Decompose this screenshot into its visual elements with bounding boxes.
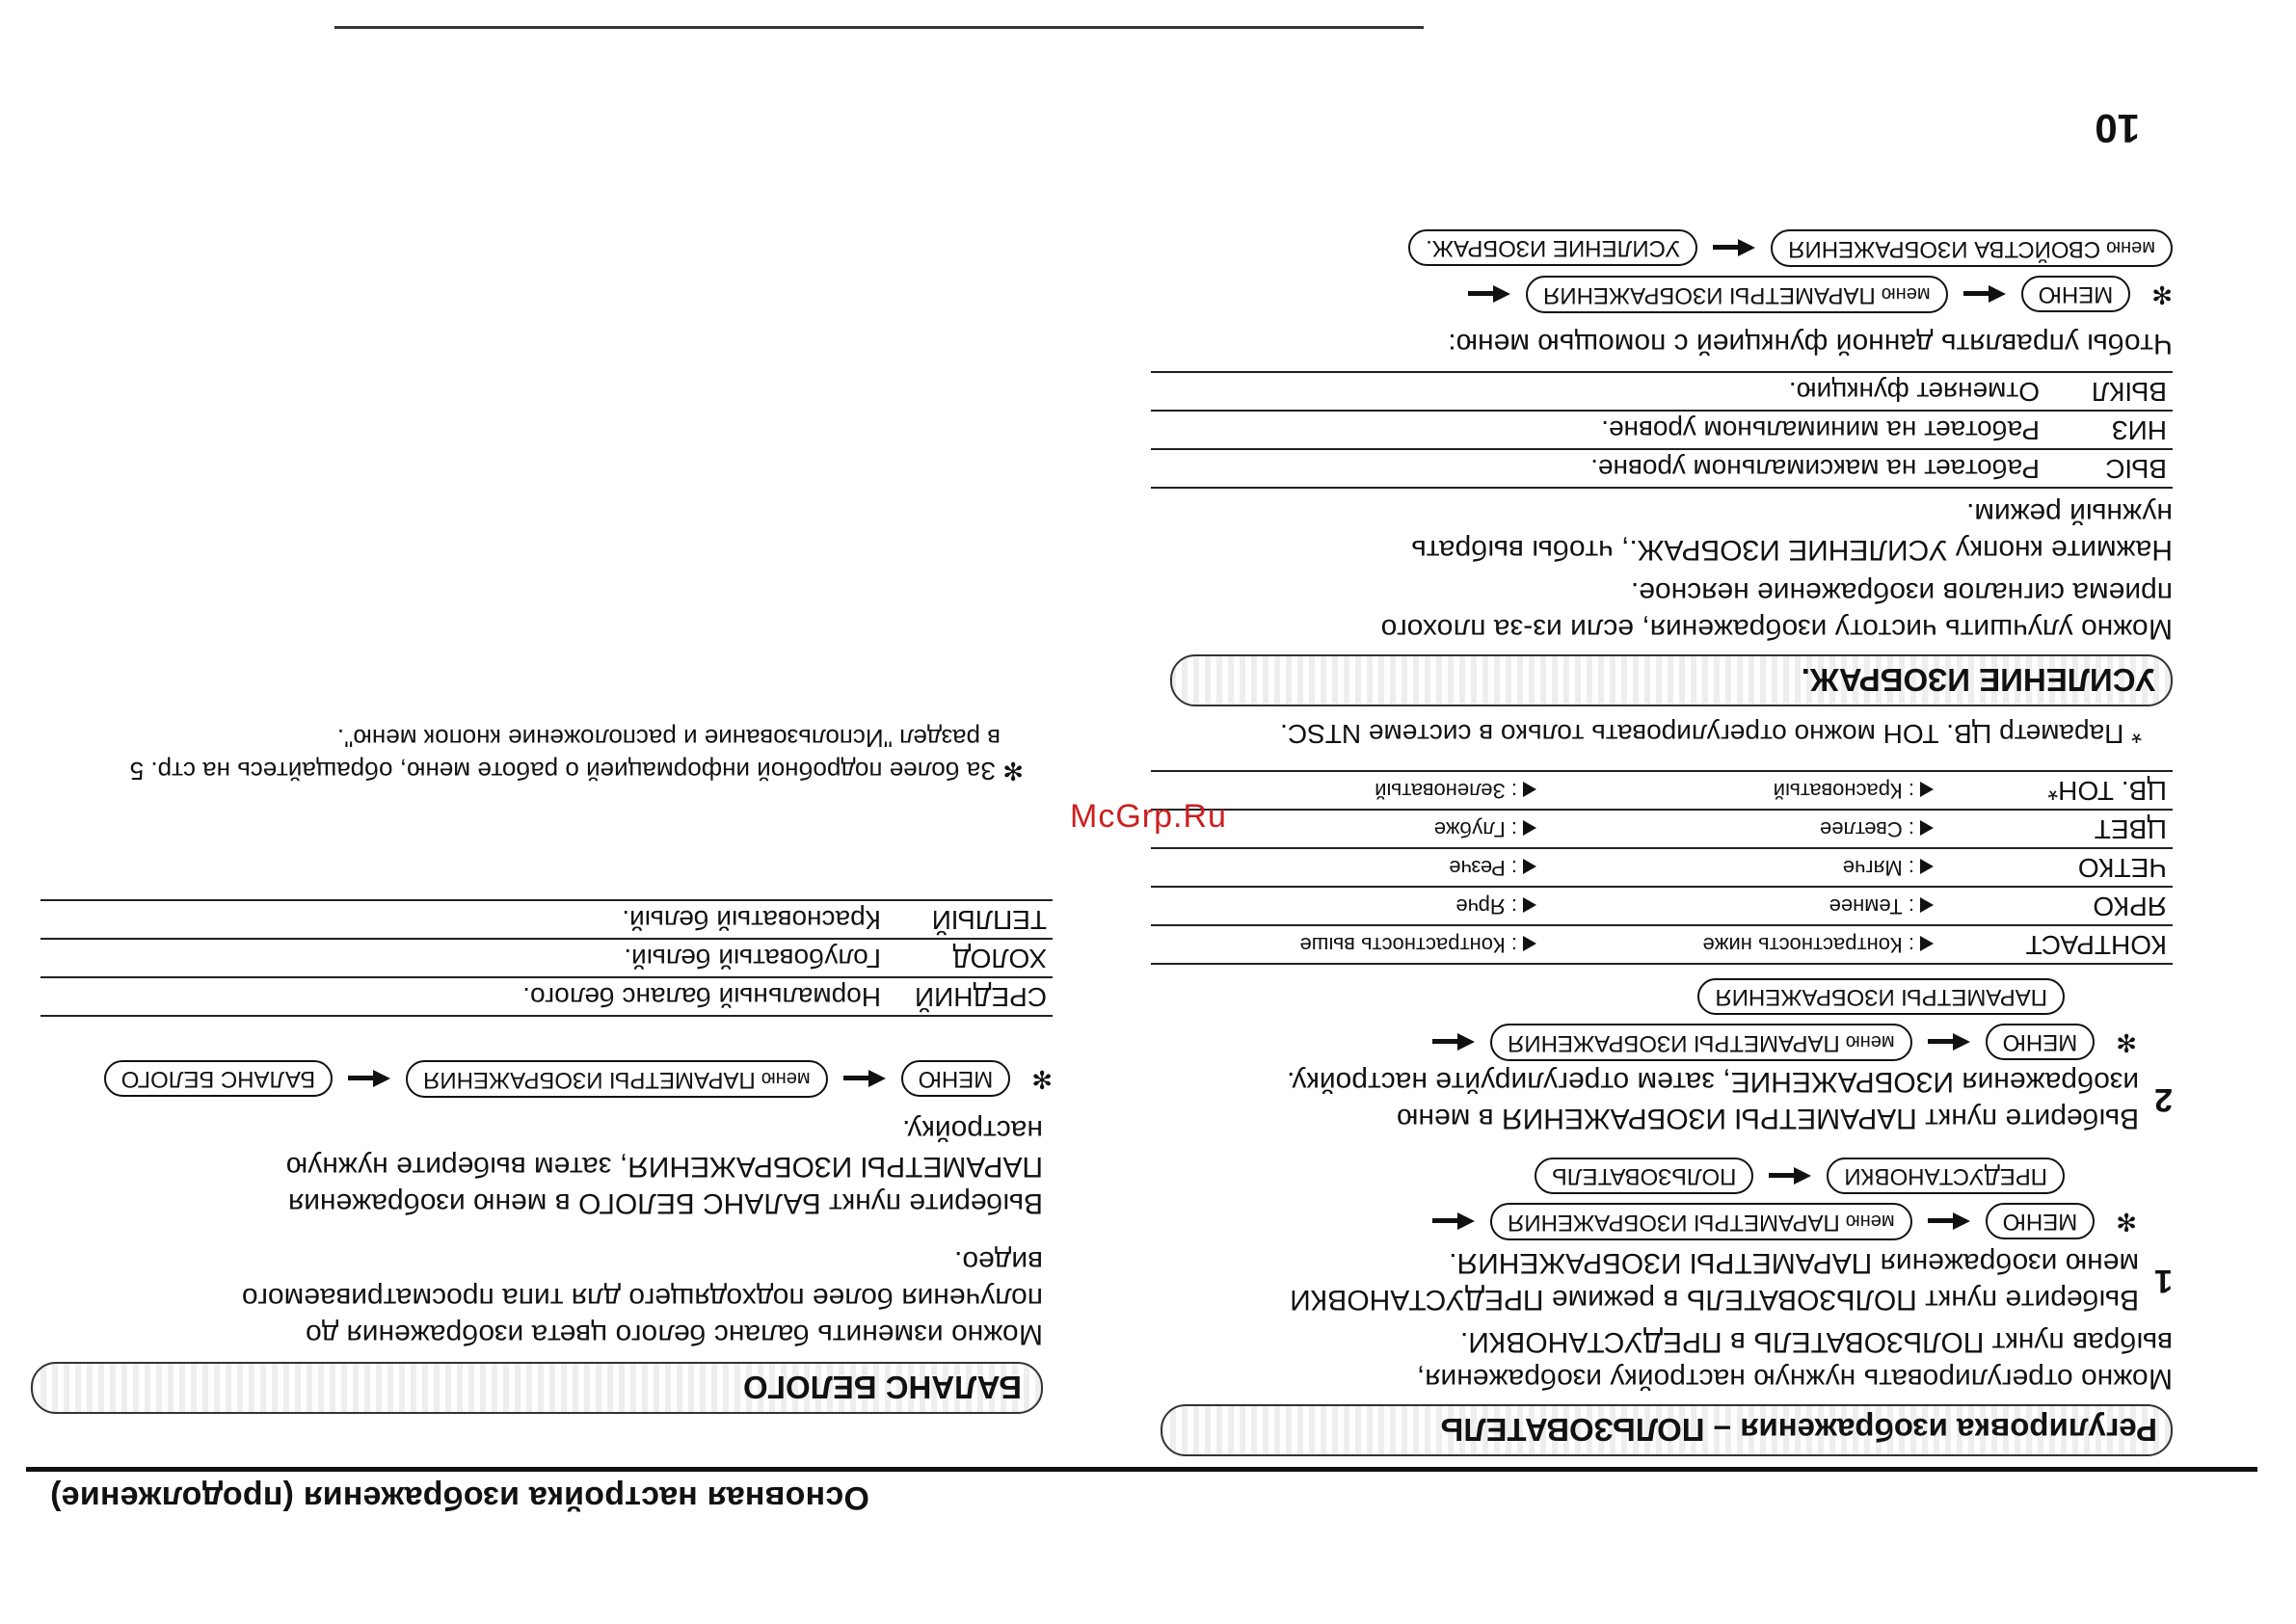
- white-intro-line: видео.: [954, 1245, 1043, 1277]
- arrow-right-icon: [348, 1071, 390, 1088]
- page-title: Основная настройка изображения (продолжение): [50, 1479, 869, 1516]
- setting-left: : Контрастность ниже: [1542, 925, 1939, 964]
- triangle-left-icon: [1920, 936, 1934, 951]
- table-row: [1151, 848, 2173, 887]
- white-modes-table: [40, 899, 1053, 1017]
- step1-line: меню изображения ПАРАМЕТРЫ ИЗОБРАЖЕНИЯ.: [1449, 1247, 2140, 1279]
- table-row: [40, 977, 1053, 1016]
- menu-target-pill: менюПАРАМЕТРЫ ИЗОБРАЖЕНИЯ: [1526, 276, 1948, 313]
- user-intro-line: Можно отрегулировать нужную настройку изображения,: [1416, 1363, 2173, 1395]
- step2-menu-path: [1432, 1024, 2137, 1061]
- step-number: 1: [2154, 1263, 2173, 1299]
- white-step-line: настройку.: [902, 1114, 1043, 1146]
- properties-pill: менюСВОЙСТВА ИЗОБРАЖЕНИЯ: [1771, 229, 2173, 267]
- arrow-right-icon: [1928, 1213, 1970, 1231]
- enhance-properties-path: [1408, 229, 2173, 267]
- enhance-section-header: [1170, 654, 2173, 706]
- user-section-title: Регулировка изображения – ПОЛЬЗОВАТЕЛЬ: [1440, 1412, 2157, 1448]
- mode-name: СРЕДНИЙ: [887, 977, 1053, 1016]
- triangle-left-icon: [1523, 859, 1536, 874]
- enhance-press-line: Нажмите кнопку УСИЛЕНИЕ ИЗОБРАЖ., чтобы выбрать: [1411, 534, 2173, 566]
- triangle-left-icon: [1920, 897, 1934, 913]
- user-intro: [1417, 1323, 2173, 1397]
- step-number: 2: [2154, 1081, 2173, 1118]
- title-rule: [26, 1467, 2257, 1472]
- step2-line: изображения ИЗОБРАЖЕНИЕ, затем отрегулируйте настройку.: [1287, 1066, 2140, 1098]
- menu-button-label: МЕНЮ: [1986, 1204, 2096, 1240]
- setting-name: ЯРКО: [1939, 887, 2173, 925]
- enhance-menu-note: Чтобы управлять данной функцией с помощью меню:: [1448, 328, 2173, 359]
- arrow-right-icon: [843, 1071, 886, 1088]
- mode-desc: Работает на максимальном уровне.: [1151, 449, 2045, 488]
- table-row: [40, 939, 1053, 977]
- mode-desc: Работает на минимальном уровне.: [1151, 411, 2045, 449]
- user-section-header: [1161, 1404, 2173, 1456]
- mode-name: ТЕПЛЫЙ: [887, 900, 1053, 939]
- user-step1: [1290, 1244, 2173, 1318]
- triangle-left-icon: [1523, 820, 1536, 836]
- enhance-menu-path: [1468, 276, 2173, 313]
- ntsc-footnote: * Параметр ЦВ. ТОН можно отрегулировать только в системе NTSC.: [1280, 719, 2142, 749]
- setting-name: ЧЕТКО: [1939, 848, 2173, 887]
- white-intro: [242, 1242, 1043, 1352]
- white-step: [286, 1111, 1043, 1221]
- arrow-right-icon: [1769, 1167, 1811, 1185]
- white-menu-path: [104, 1060, 1053, 1098]
- arrow-right-icon: [1468, 286, 1510, 304]
- watermark: McGrp.Ru: [1070, 798, 1227, 835]
- user-intro-line: выбрав пункт ПОЛЬЗОВАТЕЛЬ в ПРЕДУСТАНОВКИ.: [1459, 1326, 2173, 1358]
- step2-result: [1697, 978, 2065, 1015]
- arrow-right-icon: [1928, 1034, 1970, 1052]
- mode-name: ХОЛОД: [887, 939, 1053, 977]
- setting-left: : Красноватый: [1542, 771, 1939, 810]
- setting-right: : Резче: [1151, 848, 1542, 887]
- mode-desc: Отменяет функцию.: [1151, 372, 2045, 411]
- triangle-left-icon: [1920, 782, 1934, 797]
- triangle-left-icon: [1920, 859, 1934, 874]
- user-step2: [1287, 1063, 2173, 1136]
- white-section-header: [31, 1362, 1043, 1414]
- enhance-modes-table: [1151, 371, 2173, 489]
- white-value-pill: БАЛАНС БЕЛОГО: [104, 1061, 333, 1098]
- result-pill: ПАРАМЕТРЫ ИЗОБРАЖЕНИЯ: [1697, 978, 2065, 1015]
- setting-left: : Светлее: [1542, 810, 1939, 848]
- menu-button-label: МЕНЮ: [901, 1061, 1011, 1098]
- arrow-right-icon: [1963, 286, 2006, 304]
- setting-right: : Зеленоватый: [1151, 771, 1542, 810]
- enhance-intro: [1381, 573, 2173, 647]
- arrow-right-icon: [1432, 1213, 1475, 1231]
- menu-target-pill: менюПАРАМЕТРЫ ИЗОБРАЖЕНИЯ: [1490, 1024, 1912, 1061]
- arrow-right-icon: [1713, 240, 1755, 257]
- asterisk-icon: ✻: [2116, 1028, 2137, 1057]
- setting-name: ЦВЕТ: [1939, 810, 2173, 848]
- white-intro-line: Можно изменить баланс белого цвета изображения до: [306, 1318, 1043, 1350]
- table-row: [1151, 449, 2173, 488]
- table-row: [1151, 372, 2173, 411]
- setting-right: : Контрастность выше: [1151, 925, 1542, 964]
- mode-desc: Красноватый белый.: [40, 900, 887, 939]
- mode-name: ВЫКЛ: [2045, 372, 2173, 411]
- enhance-intro-line: Можно улучшить чистоту изображения, если из-за плохого: [1380, 613, 2173, 645]
- triangle-left-icon: [1523, 782, 1536, 797]
- mode-name: НИЗ: [2045, 411, 2173, 449]
- step1-menu-path: [1432, 1203, 2137, 1240]
- mode-desc: Голубоватый белый.: [40, 939, 887, 977]
- asterisk-icon: ✻: [2151, 280, 2173, 309]
- white-info-note: [130, 722, 1024, 787]
- enhance-value-pill: УСИЛЕНИЕ ИЗОБРАЖ.: [1408, 230, 1697, 267]
- enhance-press-line: нужный режим.: [1965, 497, 2173, 529]
- setting-right: : Глубже: [1151, 810, 1542, 848]
- preset-pill: ПРЕДУСТАНОВКИ: [1827, 1158, 2065, 1194]
- enhance-section-title: УСИЛЕНИЕ ИЗОБРАЖ.: [1801, 662, 2155, 698]
- menu-button-label: МЕНЮ: [1986, 1025, 2096, 1061]
- table-row: [1151, 925, 2173, 964]
- asterisk-icon: ✻: [1031, 1065, 1053, 1094]
- mode-name: ВЫС: [2045, 449, 2173, 488]
- menu-button-label: МЕНЮ: [2021, 277, 2131, 313]
- white-step-line: Выберите пункт БАЛАНС БЕЛОГО в меню изображения: [287, 1187, 1043, 1219]
- info-line: ✻ За более подробной информацией о работе меню, обращайтесь на стр. 5: [129, 757, 1024, 785]
- triangle-left-icon: [1523, 936, 1536, 951]
- user-settings-table: [1151, 770, 2173, 965]
- triangle-left-icon: [1920, 820, 1934, 836]
- menu-target-pill: менюПАРАМЕТРЫ ИЗОБРАЖЕНИЯ: [1490, 1203, 1912, 1240]
- white-step-line: ПАРАМЕТРЫ ИЗОБРАЖЕНИЯ, затем выберите нужную: [285, 1151, 1043, 1183]
- scan-edge-line: [334, 26, 1424, 29]
- arrow-right-icon: [1432, 1034, 1475, 1052]
- user-value-pill: ПОЛЬЗОВАТЕЛЬ: [1535, 1158, 1753, 1194]
- white-section-title: БАЛАНС БЕЛОГО: [742, 1370, 1022, 1405]
- table-row: [1151, 771, 2173, 810]
- step1-line: Выберите пункт ПОЛЬЗОВАТЕЛЬ в режиме ПРЕДУСТАНОВКИ: [1290, 1284, 2140, 1316]
- setting-left: : Темнее: [1542, 887, 1939, 925]
- table-row: [1151, 810, 2173, 848]
- info-line: в раздел "Использование и расположение кнопок меню".: [336, 724, 1001, 753]
- enhance-press: [1411, 494, 2173, 568]
- setting-left: : Мягче: [1542, 848, 1939, 887]
- triangle-left-icon: [1523, 897, 1536, 913]
- mode-desc: Нормальный баланс белого.: [40, 977, 887, 1016]
- asterisk-icon: ✻: [2116, 1208, 2137, 1237]
- white-intro-line: получения более подходящего для типа просматриваемого: [241, 1282, 1043, 1314]
- setting-right: : Ярче: [1151, 887, 1542, 925]
- step1-preset-path: [1535, 1158, 2065, 1194]
- table-row: [1151, 887, 2173, 925]
- table-row: [40, 900, 1053, 939]
- setting-name: ЦВ. ТОН*: [1939, 771, 2173, 810]
- page-number: 10: [2095, 106, 2140, 151]
- step2-line: Выберите пункт ПАРАМЕТРЫ ИЗОБРАЖЕНИЯ в меню: [1396, 1103, 2140, 1134]
- enhance-intro-line: приема сигналов изображение неясное.: [1630, 576, 2173, 608]
- table-row: [1151, 411, 2173, 449]
- menu-target-pill: менюПАРАМЕТРЫ ИЗОБРАЖЕНИЯ: [406, 1060, 828, 1098]
- setting-name: КОНТРАСТ: [1939, 925, 2173, 964]
